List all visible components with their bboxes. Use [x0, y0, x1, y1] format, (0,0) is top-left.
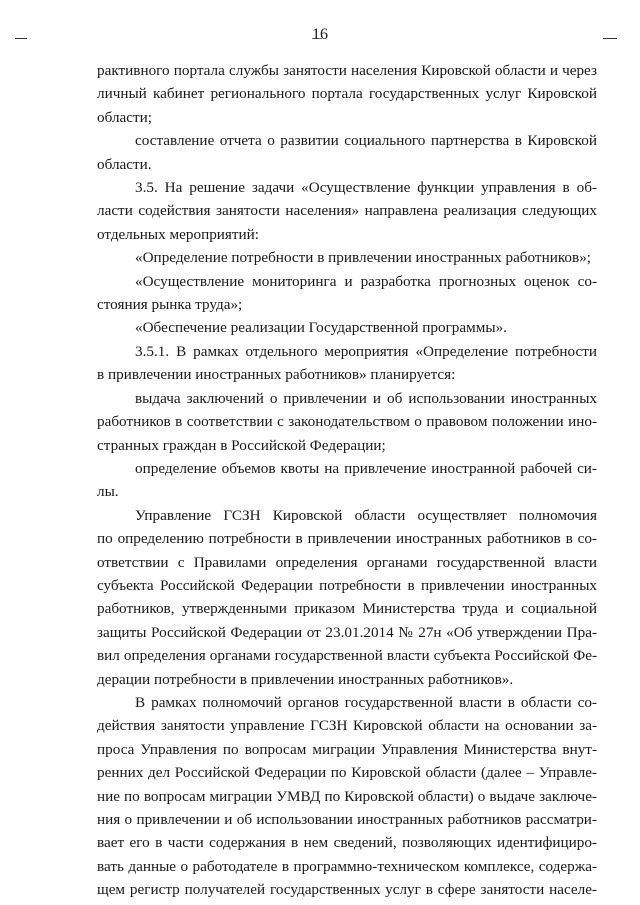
text-line: области; [97, 108, 152, 126]
text-line: рактивного портала службы занятости населения Кировской области и через [97, 62, 597, 79]
document-body [97, 59, 597, 902]
text-line: работников в соответствии с законодательством о правовом положении ино- [97, 413, 597, 431]
text-line: вил определения органами государственной власти субъекта Российской Фе- [97, 647, 597, 665]
text-line: вать данные о работодателе в программно-техническом комплексе, содержа- [97, 857, 597, 875]
text-line: «Определение потребности в привлечении иностранных работников»; [135, 249, 592, 267]
text-line: области. [97, 155, 152, 173]
text-line: «Обеспечение реализации Государственной программы». [135, 319, 507, 337]
text-line: щем регистр получателей государственных услуг в сфере занятости населе- [97, 881, 597, 899]
text-line: субъекта Российской Федерации потребности в привлечении иностранных [97, 576, 597, 594]
text-line: ния о привлечении и об использовании иностранных работников рассматри- [97, 811, 597, 828]
text-line: стояния рынка труда»; [97, 296, 243, 314]
text-line: «Осуществление мониторинга и разработка прогнозных оценок со- [135, 272, 597, 290]
text-line: вает его в части содержания в нем сведений, позволяющих идентифициро- [97, 834, 597, 852]
text-line: лы. [97, 483, 119, 501]
text-line: по определению потребности в привлечении иностранных работников в со- [97, 530, 597, 548]
page-number: 16 [312, 26, 328, 43]
text-line: в привлечении иностранных работников» планируется: [97, 366, 456, 384]
text-line: ласти содействия занятости населения» направлена реализация следующих [97, 202, 597, 220]
text-line: определение объемов квоты на привлечение иностранной рабочей си- [135, 459, 597, 477]
text-line: защиты Российской Федерации от 23.01.2014 № 27н «Об утверждении Пра- [97, 623, 597, 641]
text-line: ренних дел Российской Федерации по Кировской области (далее – Управле- [97, 764, 597, 782]
text-line: составление отчета о развитии социального партнерства в Кировской [135, 132, 597, 150]
text-line: дерации потребности в привлечении иностранных работников». [97, 670, 514, 688]
text-line: личный кабинет регионального портала государственных услуг Кировской [97, 85, 597, 103]
text-line: 3.5.1. В рамках отдельного мероприятия «Определение потребности [135, 342, 597, 360]
text-line: 3.5. На решение задачи «Осуществление функции управления в об- [135, 179, 597, 197]
text-line: Управление ГСЗН Кировской области осуществляет полномочия [135, 506, 597, 524]
text-line: работников, утвержденными приказом Министерства труда и социальной [97, 600, 597, 618]
text-line: отдельных мероприятий: [97, 225, 260, 243]
text-line: выдача заключений о привлечении и об использовании иностранных [135, 389, 597, 407]
text-line: проса Управления по вопросам миграции Управления Министерства внут- [97, 740, 597, 758]
text-line: ние по вопросам миграции УМВД по Кировской области) о выдаче заключе- [97, 787, 597, 805]
text-line: В рамках полномочий органов государственной власти в области со- [135, 693, 597, 711]
text-line: ответствии с Правилами определения органами государственной власти [97, 553, 597, 571]
text-line: странных граждан в Российской Федерации; [97, 436, 386, 454]
text-line: действия занятости управление ГСЗН Кировской области на основании за- [97, 717, 597, 735]
